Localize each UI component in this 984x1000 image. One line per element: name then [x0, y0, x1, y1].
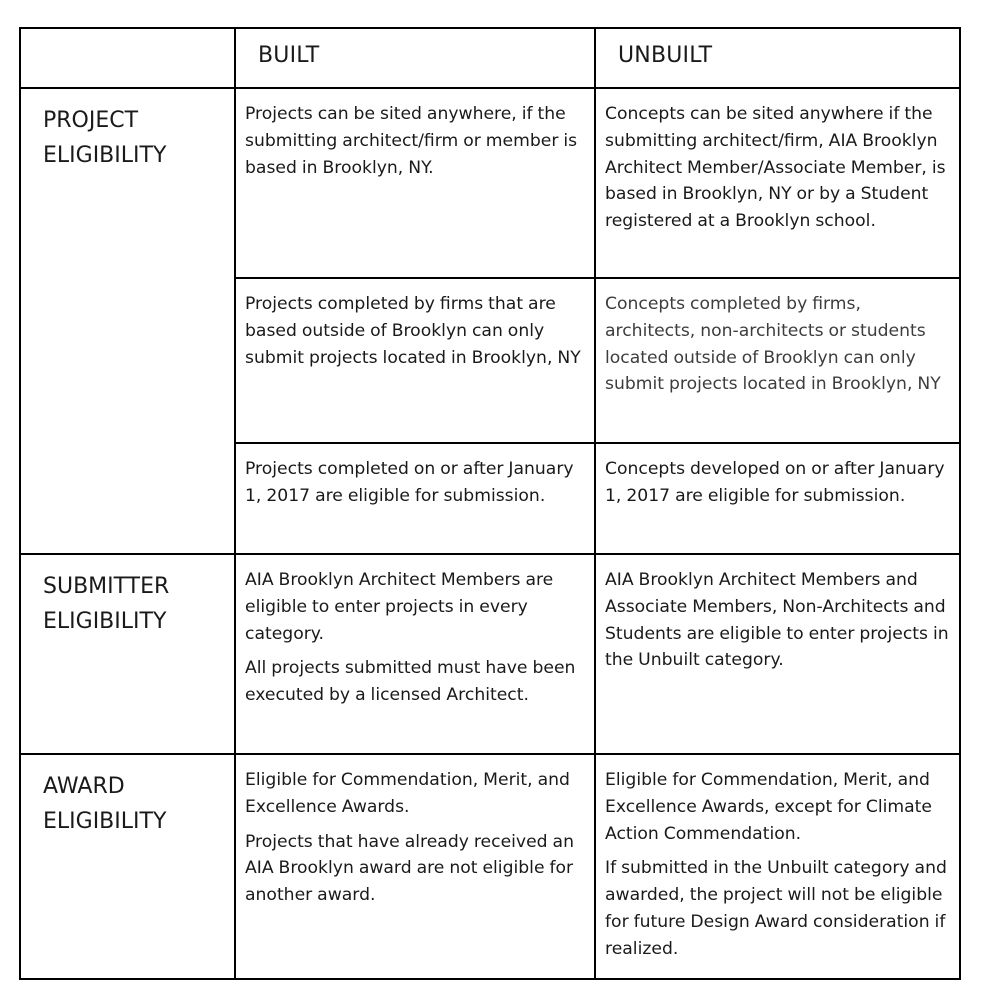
- award-unbuilt-text-2: If submitted in the Unbuilt category and awarded, the project will not be eligible for future Design Award consideration if realized.: [605, 858, 947, 959]
- project-built-cell-1: [235, 88, 595, 278]
- project-built-cell-2: [235, 278, 595, 443]
- project-built-text-3: Projects completed on or after January 1, 2017 are eligible for submission.: [245, 459, 574, 506]
- submitter-eligibility-label-line1: SUBMITTER: [43, 574, 170, 599]
- project-built-text-2: Projects completed by firms that are based outside of Brooklyn can only submit projects located in Brooklyn, NY: [245, 294, 581, 368]
- project-unbuilt-cell-1: [595, 88, 960, 278]
- submitter-built-cell: [235, 554, 595, 754]
- submitter-eligibility-label: [20, 554, 235, 754]
- award-built-cell: [235, 754, 595, 979]
- project-unbuilt-cell-3: [595, 443, 960, 554]
- header-row: [20, 28, 960, 88]
- eligibility-table: [19, 27, 961, 980]
- project-unbuilt-text-2: Concepts completed by firms, architects, non-architects or students located outside of Brooklyn can only submit projects located in Brooklyn, NY: [605, 294, 941, 395]
- submitter-eligibility-label-line2: ELIGIBILITY: [43, 609, 167, 634]
- submitter-built-text-1: AIA Brooklyn Architect Members are eligible to enter projects in every category.: [245, 570, 554, 644]
- submitter-unbuilt-cell: [595, 554, 960, 754]
- project-unbuilt-text-3: Concepts developed on or after January 1, 2017 are eligible for submission.: [605, 459, 945, 506]
- project-eligibility-label-line2: ELIGIBILITY: [43, 143, 167, 168]
- project-unbuilt-text-1: Concepts can be sited anywhere if the submitting architect/firm, AIA Brooklyn Architect Member/Associate Member, is based in Brooklyn, NY or by a Student registered at a Brooklyn school.: [605, 104, 946, 232]
- award-built-text-2: Projects that have already received an AIA Brooklyn award are not eligible for another award.: [245, 831, 574, 906]
- header-built: BUILT: [235, 28, 595, 88]
- project-unbuilt-cell-2: [595, 278, 960, 443]
- award-eligibility-label: [20, 754, 235, 979]
- award-built-text-1: Eligible for Commendation, Merit, and Excellence Awards.: [245, 770, 570, 817]
- project-eligibility-label: [20, 88, 235, 554]
- award-eligibility-label-line1: AWARD: [43, 774, 125, 799]
- award-unbuilt-text-1: Eligible for Commendation, Merit, and Excellence Awards, except for Climate Action Commendation.: [605, 770, 932, 844]
- submitter-eligibility-row: [20, 554, 960, 754]
- award-eligibility-label-line2: ELIGIBILITY: [43, 809, 167, 834]
- project-built-cell-3: [235, 443, 595, 554]
- project-eligibility-row-1: [20, 88, 960, 278]
- award-eligibility-row: [20, 754, 960, 979]
- header-unbuilt: UNBUILT: [595, 28, 960, 88]
- project-eligibility-label-line1: PROJECT: [43, 108, 139, 133]
- project-built-text-1: Projects can be sited anywhere, if the submitting architect/firm or member is based in Brooklyn, NY.: [245, 104, 578, 178]
- header-corner-cell: [20, 28, 235, 88]
- award-unbuilt-cell: [595, 754, 960, 979]
- submitter-unbuilt-text: AIA Brooklyn Architect Members and Associate Members, Non-Architects and Students are eligible to enter projects in the Unbuilt category.: [605, 570, 949, 671]
- submitter-built-text-2: All projects submitted must have been executed by a licensed Architect.: [245, 658, 576, 706]
